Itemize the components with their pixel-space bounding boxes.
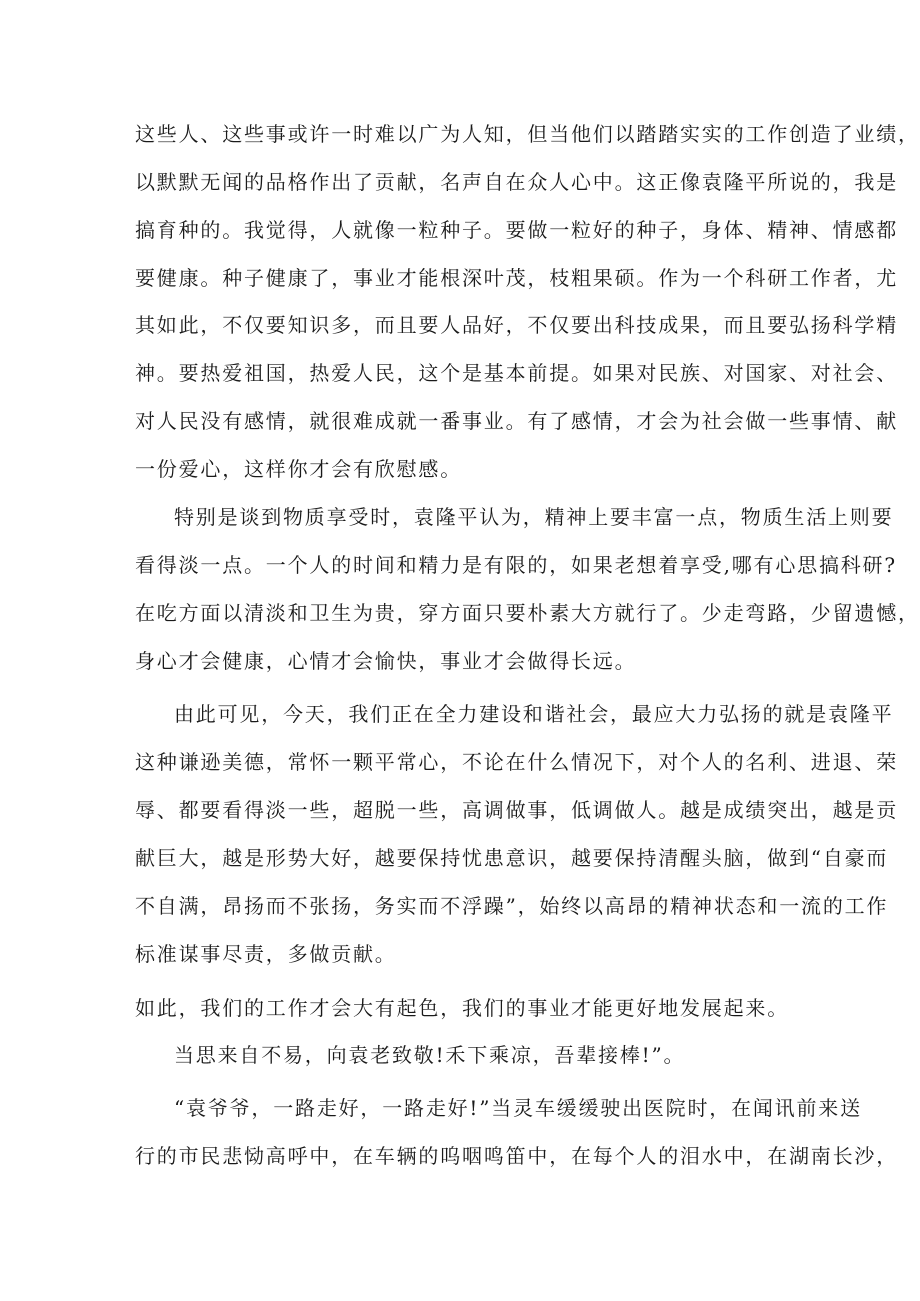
text-line: 要健康。种子健康了，事业才能根深叶茂，枝粗果硕。作为一个科研工作者，尤 [135,266,898,290]
text-line: 这些人、这些事或许一时难以广为人知，但当他们以踏踏实实的工作创造了业绩， [135,122,920,146]
text-line: 献巨大，越是形势大好，越要保持忧患意识，越要保持清醒头脑，做到“自豪而 [135,846,889,870]
text-line: 由此可见，今天，我们正在全力建设和谐社会，最应大力弘扬的就是袁隆平 [174,702,894,726]
text-line: 如此，我们的工作才会大有起色，我们的事业才能更好地发展起来。 [135,996,789,1020]
text-line: 身心才会健康，心情才会愉快，事业才会做得长远。 [135,649,637,673]
text-line: 特别是谈到物质享受时，袁隆平认为，精神上要丰富一点，物质生活上则要 [174,505,894,529]
text-line: 在吃方面以清淡和卫生为贵，穿方面只要朴素大方就行了。少走弯路，少留遗憾， [135,601,920,625]
text-line: 辱、都要看得淡一些，超脱一些，高调做事，低调做人。越是成绩突出，越是贡 [135,798,898,822]
text-line: 以默默无闻的品格作出了贡献，名声自在众人心中。这正像袁隆平所说的，我是 [135,170,898,194]
text-line: 其如此，不仅要知识多，而且要人品好，不仅要出科技成果，而且要弘扬科学精 [135,313,898,337]
text-line: 一份爱心，这样你才会有欣慰感。 [135,457,462,481]
text-line: 搞育种的。我觉得，人就像一粒种子。要做一粒好的种子，身体、精神、情感都 [135,218,898,242]
text-line: 神。要热爱祖国，热爱人民，这个是基本前提。如果对民族、对国家、对社会、 [135,361,898,385]
text-line: 行的市民悲恸高呼中，在车辆的呜咽鸣笛中，在每个人的泪水中，在湖南长沙， [135,1144,898,1168]
text-line: 不自满，昂扬而不张扬，务实而不浮躁”，始终以高昂的精神状态和一流的工作 [135,894,889,918]
text-line: 标准谋事尽责，多做贡献。 [135,942,397,966]
text-line: “袁爷爷，一路走好，一路走好!”当灵车缓缓驶出医院时，在闻讯前来送 [174,1096,862,1120]
text-line: 对人民没有感情，就很难成就一番事业。有了感情，才会为社会做一些事情、献 [135,409,898,433]
text-line: 当思来自不易，向袁老致敬!禾下乘凉，吾辈接棒!”。 [174,1043,686,1067]
text-line: 这种谦逊美德，常怀一颗平常心，不论在什么情况下，对个人的名利、进退、荣 [135,750,898,774]
text-line: 看得淡一点。一个人的时间和精力是有限的，如果老想着享受,哪有心思搞科研? [135,553,897,577]
